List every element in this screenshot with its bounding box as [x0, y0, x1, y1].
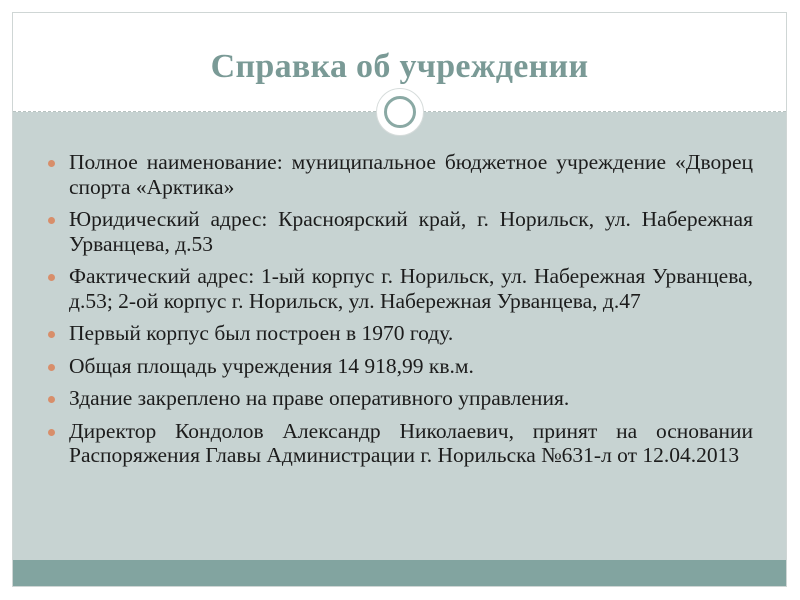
list-item-text: Полное наименование: муниципальное бюджетное учреждение «Дворец спорта «Арктика» — [69, 150, 753, 199]
bullet-list — [48, 150, 753, 476]
list-item — [48, 386, 753, 411]
list-item-text: Первый корпус был построен в 1970 году. — [69, 321, 454, 345]
list-item — [48, 354, 753, 379]
list-item — [48, 419, 753, 468]
circle-ornament-icon — [376, 88, 424, 136]
slide-title: Справка об учреждении — [210, 48, 589, 85]
list-item-text: Общая площадь учреждения 14 918,99 кв.м. — [69, 353, 474, 378]
circle-ornament-inner — [384, 96, 416, 128]
list-item — [48, 321, 753, 346]
bullet-dot-icon — [48, 429, 55, 436]
list-item — [48, 264, 753, 313]
list-item-text: Директор Кондолов Александр Николаевич, принят на основании Распоряжения Главы Администрации г. Норильска №631-л от 12.04.2013 — [69, 418, 753, 467]
bullet-dot-icon — [48, 396, 55, 403]
bullet-dot-icon — [48, 160, 55, 167]
bullet-dot-icon — [48, 274, 55, 281]
list-item-text: Юридический адрес: Красноярский край, г. Норильск, ул. Набережная Урванцева, д.53 — [69, 207, 753, 256]
bottom-bar — [13, 560, 786, 586]
list-item — [48, 207, 753, 256]
list-item-text: Фактический адрес: 1-ый корпус г. Норильск, ул. Набережная Урванцева, д.53; 2-ой корпус г. Норильск, ул. Набережная Урванцева, д.47 — [69, 264, 753, 313]
bullet-dot-icon — [48, 331, 55, 338]
list-item-text: Здание закреплено на праве оперативного управления. — [69, 386, 570, 410]
bullet-dot-icon — [48, 364, 55, 371]
bullet-dot-icon — [48, 217, 55, 224]
list-item — [48, 150, 753, 199]
